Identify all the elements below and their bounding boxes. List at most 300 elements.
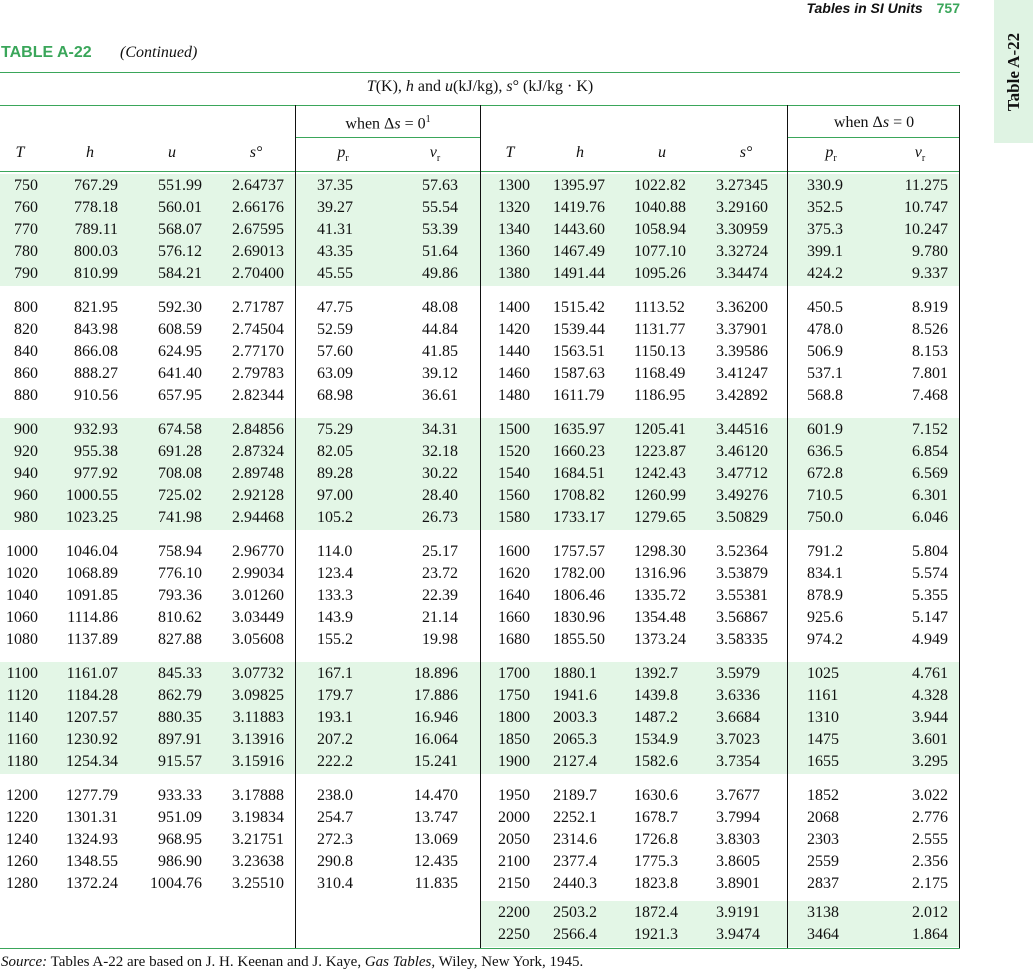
cell-right-u: 1131.77 bbox=[634, 321, 686, 338]
cell-left-pr: 37.35 bbox=[317, 177, 353, 194]
cell-right-vr: 6.046 bbox=[912, 509, 948, 526]
cell-right-s: 3.56867 bbox=[716, 609, 768, 626]
cell-left-s: 2.70400 bbox=[232, 265, 284, 282]
cell-right-vr: 10.247 bbox=[904, 221, 948, 238]
cell-left-pr: 207.2 bbox=[317, 731, 353, 748]
cell-left-h: 932.93 bbox=[74, 421, 118, 438]
cell-right-u: 1316.96 bbox=[634, 565, 686, 582]
cell-left-pr: 310.4 bbox=[317, 875, 353, 892]
cell-left-T: 760 bbox=[14, 199, 38, 216]
cell-right-pr: 2559 bbox=[807, 853, 839, 870]
cell-right-u: 1205.41 bbox=[634, 421, 686, 438]
cell-right-vr: 6.854 bbox=[912, 443, 948, 460]
cell-left-vr: 36.61 bbox=[422, 387, 458, 404]
cell-left-T: 1280 bbox=[6, 875, 38, 892]
cell-right-T: 1680 bbox=[498, 631, 530, 648]
vline-mid bbox=[480, 105, 481, 948]
header-T-left: T bbox=[15, 144, 25, 161]
cell-right-vr: 5.355 bbox=[912, 587, 948, 604]
vline-left-p bbox=[295, 105, 296, 948]
cell-left-T: 1140 bbox=[6, 709, 38, 726]
cell-right-h: 2314.6 bbox=[553, 831, 597, 848]
cell-right-T: 1950 bbox=[498, 787, 530, 804]
cell-left-T: 1000 bbox=[6, 543, 38, 560]
cell-right-s: 3.7677 bbox=[716, 787, 760, 804]
cell-right-u: 1223.87 bbox=[634, 443, 686, 460]
cell-right-h: 2252.1 bbox=[553, 809, 597, 826]
cell-left-u: 551.99 bbox=[158, 177, 202, 194]
cell-right-s: 3.29160 bbox=[716, 199, 768, 216]
cell-left-vr: 51.64 bbox=[422, 243, 458, 260]
cell-left-vr: 25.17 bbox=[422, 543, 458, 560]
cell-left-vr: 26.73 bbox=[422, 509, 458, 526]
cell-left-s: 3.25510 bbox=[232, 875, 284, 892]
cell-right-s: 3.30959 bbox=[716, 221, 768, 238]
cell-left-u: 897.91 bbox=[158, 731, 202, 748]
cell-right-pr: 1852 bbox=[807, 787, 839, 804]
cell-left-h: 1184.28 bbox=[66, 687, 118, 704]
cell-left-s: 3.19834 bbox=[232, 809, 284, 826]
cell-right-s: 3.8605 bbox=[716, 853, 760, 870]
cell-left-pr: 193.1 bbox=[317, 709, 353, 726]
cell-left-pr: 222.2 bbox=[317, 753, 353, 770]
cell-left-T: 1160 bbox=[6, 731, 38, 748]
cell-right-u: 1260.99 bbox=[634, 487, 686, 504]
header-s-left: s° bbox=[249, 144, 263, 161]
cell-left-vr: 18.896 bbox=[414, 665, 458, 682]
cell-right-pr: 506.9 bbox=[807, 343, 843, 360]
cell-left-s: 2.66176 bbox=[232, 199, 284, 216]
cell-left-T: 1220 bbox=[6, 809, 38, 826]
cell-left-h: 1161.07 bbox=[66, 665, 118, 682]
cell-right-u: 1726.8 bbox=[634, 831, 678, 848]
cell-left-T: 1080 bbox=[6, 631, 38, 648]
cell-right-pr: 2068 bbox=[807, 809, 839, 826]
cell-left-h: 821.95 bbox=[74, 299, 118, 316]
cell-left-s: 2.94468 bbox=[232, 509, 284, 526]
cell-left-T: 900 bbox=[14, 421, 38, 438]
cell-left-s: 2.89748 bbox=[232, 465, 284, 482]
cell-left-T: 770 bbox=[14, 221, 38, 238]
cell-right-h: 1684.51 bbox=[553, 465, 605, 482]
cell-left-h: 1301.31 bbox=[66, 809, 118, 826]
cell-left-u: 951.09 bbox=[158, 809, 202, 826]
cell-left-s: 2.71787 bbox=[232, 299, 284, 316]
cell-right-u: 1335.72 bbox=[634, 587, 686, 604]
cell-left-vr: 21.14 bbox=[422, 609, 458, 626]
cell-left-s: 2.69013 bbox=[232, 243, 284, 260]
cell-right-pr: 2303 bbox=[807, 831, 839, 848]
cell-right-vr: 1.864 bbox=[912, 926, 948, 943]
cell-right-pr: 352.5 bbox=[807, 199, 843, 216]
cell-right-u: 1921.3 bbox=[634, 926, 678, 943]
cell-right-s: 3.55381 bbox=[716, 587, 768, 604]
cell-right-vr: 8.526 bbox=[912, 321, 948, 338]
cell-right-T: 2150 bbox=[498, 875, 530, 892]
cell-left-s: 3.15916 bbox=[232, 753, 284, 770]
cell-right-T: 1750 bbox=[498, 687, 530, 704]
cell-right-pr: 878.9 bbox=[807, 587, 843, 604]
header-pr-right: $p_r$ bbox=[825, 144, 837, 165]
cell-right-vr: 2.776 bbox=[912, 809, 948, 826]
cell-left-pr: 155.2 bbox=[317, 631, 353, 648]
cell-right-vr: 7.468 bbox=[912, 387, 948, 404]
cell-right-h: 1419.76 bbox=[553, 199, 605, 216]
cell-left-h: 1277.79 bbox=[66, 787, 118, 804]
cell-left-u: 641.40 bbox=[158, 365, 202, 382]
cell-right-s: 3.7354 bbox=[716, 753, 760, 770]
cell-left-pr: 45.55 bbox=[317, 265, 353, 282]
cell-right-T: 1400 bbox=[498, 299, 530, 316]
cell-left-T: 980 bbox=[14, 509, 38, 526]
cell-right-h: 2377.4 bbox=[553, 853, 597, 870]
cell-right-h: 1830.96 bbox=[553, 609, 605, 626]
cell-right-vr: 3.295 bbox=[912, 753, 948, 770]
cell-right-s: 3.27345 bbox=[716, 177, 768, 194]
vline-right-p bbox=[787, 105, 788, 948]
cell-right-u: 1186.95 bbox=[634, 387, 686, 404]
cell-right-s: 3.46120 bbox=[716, 443, 768, 460]
cell-right-u: 1439.8 bbox=[634, 687, 678, 704]
cell-right-pr: 1025 bbox=[807, 665, 839, 682]
cell-right-s: 3.8303 bbox=[716, 831, 760, 848]
cell-left-s: 2.77170 bbox=[232, 343, 284, 360]
cell-right-u: 1022.82 bbox=[634, 177, 686, 194]
cell-left-u: 560.01 bbox=[158, 199, 202, 216]
rule-top bbox=[0, 72, 960, 73]
cell-right-pr: 636.5 bbox=[807, 443, 843, 460]
cell-right-u: 1392.7 bbox=[634, 665, 678, 682]
cell-right-s: 3.44516 bbox=[716, 421, 768, 438]
cell-left-T: 790 bbox=[14, 265, 38, 282]
cell-right-s: 3.8901 bbox=[716, 875, 760, 892]
cell-right-T: 1520 bbox=[498, 443, 530, 460]
cell-right-h: 2003.3 bbox=[553, 709, 597, 726]
header-T-right: T bbox=[505, 144, 515, 161]
cell-right-s: 3.7994 bbox=[716, 809, 760, 826]
cell-left-vr: 15.241 bbox=[414, 753, 458, 770]
cell-left-u: 624.95 bbox=[158, 343, 202, 360]
cell-right-h: 1806.46 bbox=[553, 587, 605, 604]
cell-right-h: 1515.42 bbox=[553, 299, 605, 316]
cell-right-u: 1534.9 bbox=[634, 731, 678, 748]
cell-left-u: 608.59 bbox=[158, 321, 202, 338]
cell-right-h: 2566.4 bbox=[553, 926, 597, 943]
cell-left-s: 3.23638 bbox=[232, 853, 284, 870]
cell-right-pr: 3464 bbox=[807, 926, 839, 943]
table-label: TABLE A-22 bbox=[1, 44, 92, 61]
cell-left-T: 1040 bbox=[6, 587, 38, 604]
cell-right-vr: 2.356 bbox=[912, 853, 948, 870]
cell-left-h: 977.92 bbox=[74, 465, 118, 482]
cell-right-vr: 4.761 bbox=[912, 665, 948, 682]
cell-left-vr: 13.747 bbox=[414, 809, 458, 826]
cell-left-s: 2.92128 bbox=[232, 487, 284, 504]
cell-right-pr: 974.2 bbox=[807, 631, 843, 648]
cell-left-vr: 11.835 bbox=[414, 875, 458, 892]
cell-right-h: 1941.6 bbox=[553, 687, 597, 704]
cell-right-T: 1800 bbox=[498, 709, 530, 726]
cell-right-T: 1440 bbox=[498, 343, 530, 360]
cell-left-h: 1372.24 bbox=[66, 875, 118, 892]
cell-left-pr: 167.1 bbox=[317, 665, 353, 682]
cell-left-T: 860 bbox=[14, 365, 38, 382]
cell-right-h: 1491.44 bbox=[553, 265, 605, 282]
cell-left-vr: 17.886 bbox=[414, 687, 458, 704]
cell-left-vr: 16.064 bbox=[414, 731, 458, 748]
cell-right-s: 3.49276 bbox=[716, 487, 768, 504]
cell-right-T: 1380 bbox=[498, 265, 530, 282]
cell-left-s: 3.03449 bbox=[232, 609, 284, 626]
cell-right-u: 1775.3 bbox=[634, 853, 678, 870]
cell-left-pr: 97.00 bbox=[317, 487, 353, 504]
cell-left-pr: 75.29 bbox=[317, 421, 353, 438]
cell-left-pr: 82.05 bbox=[317, 443, 353, 460]
cell-left-h: 1091.85 bbox=[66, 587, 118, 604]
cell-left-h: 955.38 bbox=[74, 443, 118, 460]
cell-left-h: 1324.93 bbox=[66, 831, 118, 848]
side-tab-label: Table A-22 bbox=[1003, 32, 1023, 111]
cell-left-pr: 47.75 bbox=[317, 299, 353, 316]
cell-right-u: 1373.24 bbox=[634, 631, 686, 648]
cell-right-vr: 11.275 bbox=[904, 177, 948, 194]
cell-right-u: 1630.6 bbox=[634, 787, 678, 804]
cell-left-vr: 28.40 bbox=[422, 487, 458, 504]
cell-right-T: 1660 bbox=[498, 609, 530, 626]
cell-right-vr: 9.337 bbox=[912, 265, 948, 282]
cell-left-h: 800.03 bbox=[74, 243, 118, 260]
cell-right-pr: 450.5 bbox=[807, 299, 843, 316]
cell-right-vr: 5.574 bbox=[912, 565, 948, 582]
cell-right-vr: 5.147 bbox=[912, 609, 948, 626]
cell-right-s: 3.5979 bbox=[716, 665, 760, 682]
cell-right-T: 1540 bbox=[498, 465, 530, 482]
cell-right-pr: 375.3 bbox=[807, 221, 843, 238]
cell-right-s: 3.37901 bbox=[716, 321, 768, 338]
cell-right-h: 1539.44 bbox=[553, 321, 605, 338]
cell-right-u: 1095.26 bbox=[634, 265, 686, 282]
cell-right-u: 1487.2 bbox=[634, 709, 678, 726]
cell-left-u: 862.79 bbox=[158, 687, 202, 704]
cell-right-u: 1242.43 bbox=[634, 465, 686, 482]
cell-right-s: 3.39586 bbox=[716, 343, 768, 360]
cell-right-s: 3.52364 bbox=[716, 543, 768, 560]
cell-left-T: 840 bbox=[14, 343, 38, 360]
cell-left-u: 674.58 bbox=[158, 421, 202, 438]
source-note: Source: Tables A-22 are based on J. H. Keenan and J. Kaye, Gas Tables, Wiley, New York, 1945. bbox=[1, 954, 584, 970]
cell-left-vr: 30.22 bbox=[422, 465, 458, 482]
cell-left-u: 592.30 bbox=[158, 299, 202, 316]
cell-left-u: 776.10 bbox=[158, 565, 202, 582]
cell-right-u: 1279.65 bbox=[634, 509, 686, 526]
cell-left-u: 725.02 bbox=[158, 487, 202, 504]
cell-left-s: 3.21751 bbox=[232, 831, 284, 848]
cell-left-pr: 43.35 bbox=[317, 243, 353, 260]
cell-right-vr: 4.328 bbox=[912, 687, 948, 704]
continued-note: (Continued) bbox=[120, 44, 198, 61]
cell-left-h: 810.99 bbox=[74, 265, 118, 282]
cell-right-vr: 5.804 bbox=[912, 543, 948, 560]
cell-right-T: 1580 bbox=[498, 509, 530, 526]
cell-left-h: 778.18 bbox=[74, 199, 118, 216]
cell-left-pr: 179.7 bbox=[317, 687, 353, 704]
cell-left-vr: 14.470 bbox=[414, 787, 458, 804]
cell-right-h: 1782.00 bbox=[553, 565, 605, 582]
cell-right-vr: 6.569 bbox=[912, 465, 948, 482]
cell-left-h: 767.29 bbox=[74, 177, 118, 194]
cell-right-s: 3.50829 bbox=[716, 509, 768, 526]
cell-left-u: 1004.76 bbox=[150, 875, 202, 892]
cell-right-pr: 1161 bbox=[807, 687, 839, 704]
cell-right-T: 1420 bbox=[498, 321, 530, 338]
cell-left-h: 1207.57 bbox=[66, 709, 118, 726]
cell-right-h: 1443.60 bbox=[553, 221, 605, 238]
cell-left-T: 960 bbox=[14, 487, 38, 504]
cell-left-pr: 123.4 bbox=[317, 565, 353, 582]
cell-left-T: 920 bbox=[14, 443, 38, 460]
cell-left-vr: 57.63 bbox=[422, 177, 458, 194]
cell-left-s: 2.84856 bbox=[232, 421, 284, 438]
cell-right-vr: 2.555 bbox=[912, 831, 948, 848]
header-u-right: u bbox=[658, 144, 666, 161]
cell-right-s: 3.32724 bbox=[716, 243, 768, 260]
cell-right-pr: 1475 bbox=[807, 731, 839, 748]
cell-right-h: 1733.17 bbox=[553, 509, 605, 526]
cell-left-vr: 55.54 bbox=[422, 199, 458, 216]
cell-left-h: 1137.89 bbox=[66, 631, 118, 648]
cell-right-h: 2189.7 bbox=[553, 787, 597, 804]
cell-left-h: 910.56 bbox=[74, 387, 118, 404]
cell-left-vr: 13.069 bbox=[414, 831, 458, 848]
cell-right-u: 1077.10 bbox=[634, 243, 686, 260]
cell-left-s: 2.67595 bbox=[232, 221, 284, 238]
header-pr-left: $p_r$ bbox=[337, 144, 349, 165]
cell-left-s: 3.05608 bbox=[232, 631, 284, 648]
cell-left-T: 1060 bbox=[6, 609, 38, 626]
cell-left-s: 3.13916 bbox=[232, 731, 284, 748]
cell-right-T: 1560 bbox=[498, 487, 530, 504]
cell-left-h: 1068.89 bbox=[66, 565, 118, 582]
cell-left-h: 1023.25 bbox=[66, 509, 118, 526]
cell-right-T: 1900 bbox=[498, 753, 530, 770]
cell-right-s: 3.9191 bbox=[716, 904, 760, 921]
cell-right-T: 1500 bbox=[498, 421, 530, 438]
running-head bbox=[806, 0, 960, 16]
cell-right-vr: 7.152 bbox=[912, 421, 948, 438]
cell-right-u: 1298.30 bbox=[634, 543, 686, 560]
cell-right-h: 2503.2 bbox=[553, 904, 597, 921]
cell-right-h: 2065.3 bbox=[553, 731, 597, 748]
cell-right-vr: 6.301 bbox=[912, 487, 948, 504]
cell-left-vr: 22.39 bbox=[422, 587, 458, 604]
cell-right-T: 2000 bbox=[498, 809, 530, 826]
cell-left-T: 1120 bbox=[6, 687, 38, 704]
cell-right-T: 2250 bbox=[498, 926, 530, 943]
cell-right-vr: 2.175 bbox=[912, 875, 948, 892]
cell-left-pr: 133.3 bbox=[317, 587, 353, 604]
cell-right-vr: 2.012 bbox=[912, 904, 948, 921]
cell-right-T: 2100 bbox=[498, 853, 530, 870]
cell-left-s: 3.09825 bbox=[232, 687, 284, 704]
cell-left-s: 3.01260 bbox=[232, 587, 284, 604]
cell-left-T: 750 bbox=[14, 177, 38, 194]
cell-left-u: 584.21 bbox=[158, 265, 202, 282]
cell-right-s: 3.9474 bbox=[716, 926, 760, 943]
cell-left-pr: 105.2 bbox=[317, 509, 353, 526]
cell-left-u: 915.57 bbox=[158, 753, 202, 770]
cell-left-T: 1100 bbox=[6, 665, 38, 682]
cell-left-s: 2.64737 bbox=[232, 177, 284, 194]
header-s-right: s° bbox=[739, 144, 753, 161]
cell-right-h: 2440.3 bbox=[553, 875, 597, 892]
cell-right-T: 1700 bbox=[498, 665, 530, 682]
cell-right-u: 1150.13 bbox=[634, 343, 686, 360]
side-tab bbox=[994, 0, 1033, 143]
cell-right-pr: 3138 bbox=[807, 904, 839, 921]
cell-left-vr: 23.72 bbox=[422, 565, 458, 582]
cell-left-vr: 44.84 bbox=[422, 321, 458, 338]
cell-right-T: 1460 bbox=[498, 365, 530, 382]
cell-right-s: 3.6336 bbox=[716, 687, 760, 704]
cell-left-pr: 41.31 bbox=[317, 221, 353, 238]
cell-right-h: 1855.50 bbox=[553, 631, 605, 648]
cell-left-pr: 254.7 bbox=[317, 809, 353, 826]
cell-right-pr: 672.8 bbox=[807, 465, 843, 482]
cell-right-vr: 8.919 bbox=[912, 299, 948, 316]
cell-right-pr: 537.1 bbox=[807, 365, 843, 382]
cell-right-u: 1678.7 bbox=[634, 809, 678, 826]
cell-right-vr: 3.944 bbox=[912, 709, 948, 726]
cell-left-u: 827.88 bbox=[158, 631, 202, 648]
cell-right-vr: 8.153 bbox=[912, 343, 948, 360]
cell-left-u: 741.98 bbox=[158, 509, 202, 526]
cell-left-u: 845.33 bbox=[158, 665, 202, 682]
cell-right-s: 3.42892 bbox=[716, 387, 768, 404]
when-label-right: when Δs = 0 bbox=[833, 114, 915, 131]
cell-left-s: 2.99034 bbox=[232, 565, 284, 582]
cell-right-pr: 834.1 bbox=[807, 565, 843, 582]
cell-left-pr: 57.60 bbox=[317, 343, 353, 360]
cell-right-s: 3.34474 bbox=[716, 265, 768, 282]
cell-right-h: 1635.97 bbox=[553, 421, 605, 438]
cell-left-h: 888.27 bbox=[74, 365, 118, 382]
cell-right-pr: 2837 bbox=[807, 875, 839, 892]
cell-right-vr: 10.747 bbox=[904, 199, 948, 216]
cell-left-pr: 52.59 bbox=[317, 321, 353, 338]
cell-right-s: 3.47712 bbox=[716, 465, 768, 482]
cell-left-T: 1020 bbox=[6, 565, 38, 582]
cell-right-vr: 7.801 bbox=[912, 365, 948, 382]
cell-right-h: 1660.23 bbox=[553, 443, 605, 460]
cell-left-T: 800 bbox=[14, 299, 38, 316]
cell-left-u: 568.07 bbox=[158, 221, 202, 238]
cell-left-vr: 48.08 bbox=[422, 299, 458, 316]
cell-right-s: 3.58335 bbox=[716, 631, 768, 648]
cell-left-h: 789.11 bbox=[74, 221, 118, 238]
cell-right-T: 1360 bbox=[498, 243, 530, 260]
when-label-left: when $\Delta s = 0^1$ bbox=[345, 114, 431, 133]
cell-right-pr: 478.0 bbox=[807, 321, 843, 338]
cell-left-h: 1114.86 bbox=[67, 609, 118, 626]
cell-left-h: 866.08 bbox=[74, 343, 118, 360]
cell-left-pr: 63.09 bbox=[317, 365, 353, 382]
cell-left-pr: 290.8 bbox=[317, 853, 353, 870]
cell-right-pr: 791.2 bbox=[807, 543, 843, 560]
cell-left-u: 758.94 bbox=[158, 543, 202, 560]
cell-left-pr: 39.27 bbox=[317, 199, 353, 216]
cell-right-pr: 568.8 bbox=[807, 387, 843, 404]
cell-right-h: 1395.97 bbox=[553, 177, 605, 194]
